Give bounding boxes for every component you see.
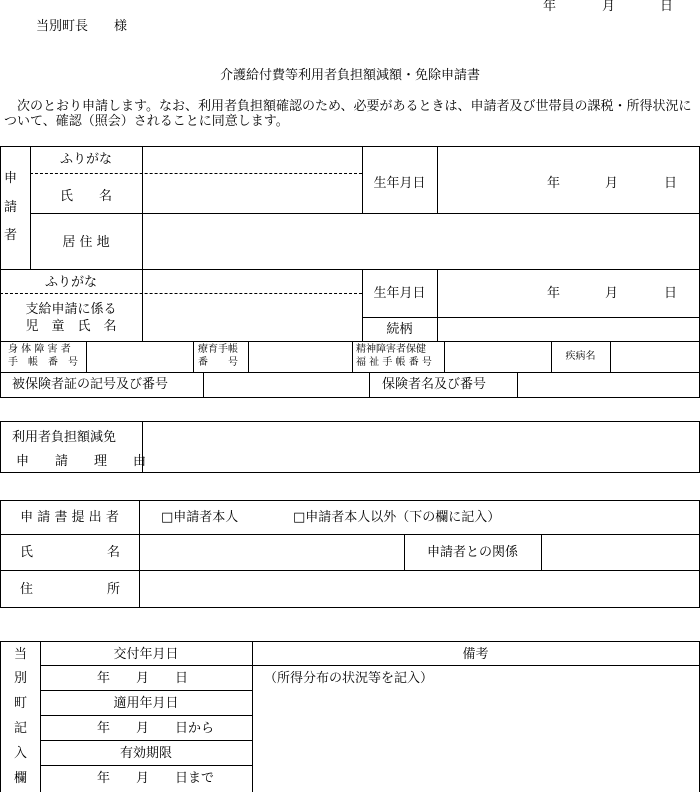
applicant-label-1: 申 [4,171,18,186]
child-relation-field[interactable] [438,318,699,340]
submitter-label: 申 請 書 提 出 者 [20,510,119,525]
reason-label-1: 利用者負担額減免 [12,430,117,445]
intro-paragraph: 次のとおり申請します。なお、利用者負担額確認のため、必要があるときは、申請者及び世帯員の課税・所得状況について、確認（照会）されることに同意します。 [4,99,692,129]
submitter-address-label-b: 所 [107,582,121,597]
applicant-furigana-label: ふりがな [59,152,112,167]
applicant-birth-day: 日 [664,176,678,191]
child-birth-month: 月 [605,286,619,301]
applicant-name-field[interactable] [143,147,361,212]
applicant-address-field[interactable] [143,214,699,268]
disease-label: 疾病名 [565,351,596,362]
applicant-name-label: 氏 名 [59,189,112,204]
mental-notebook-label-1: 精神障害者保健 [356,344,426,355]
remarks-note: （所得分布の状況等を記入） [264,671,434,686]
child-birthdate-field[interactable] [438,270,699,316]
physical-notebook-label-2: 手 帳 番 号 [8,357,78,368]
mental-notebook-field[interactable] [445,342,550,371]
applicant-birthdate-label: 生年月日 [373,176,426,191]
ryoiku-notebook-label-2: 番 号 [198,357,238,368]
applicant-birthdate-field[interactable] [438,147,699,212]
ryoiku-notebook-label-1: 療育手帳 [198,344,238,355]
reason-field[interactable] [143,422,699,471]
office-label-1: 当 [14,647,28,662]
date-day: 日 [660,0,674,14]
submitter-option-self[interactable]: □申請者本人 [161,510,239,525]
reason-label-2: 申 請 理 由 [16,454,147,469]
mental-notebook-label-2: 福 祉 手 帳 番 号 [356,357,432,368]
submitter-address-label-a: 住 [20,582,34,597]
submitter-name-label-a: 氏 [20,545,34,560]
office-label-6: 欄 [14,771,28,786]
child-birth-year: 年 [547,286,561,301]
applicant-birth-month: 月 [605,176,619,191]
issue-date-label: 交付年月日 [113,647,179,662]
insured-number-field[interactable] [204,373,368,396]
submitter-option-other[interactable]: □申請者本人以外（下の欄に記入） [293,510,501,525]
submitter-address-field[interactable] [140,571,699,606]
insurer-number-label: 保険者名及び番号 [382,377,487,392]
office-label-3: 町 [14,696,28,711]
applicant-label-2: 請 [4,200,18,215]
child-birthdate-label: 生年月日 [373,286,426,301]
applicant-label-3: 者 [4,228,18,243]
applicant-birth-year: 年 [547,176,561,191]
office-label-5: 入 [14,746,28,761]
child-relation-label: 続柄 [386,322,413,337]
office-label-4: 記 [14,721,28,736]
child-name-label-1: 支給申請に係る [25,302,117,317]
child-name-field[interactable] [143,270,361,340]
office-label-2: 別 [14,671,28,686]
apply-date-label: 適用年月日 [113,696,179,711]
child-name-label-2: 児 童 氏 名 [25,319,117,334]
expiry-label: 有効期限 [119,746,172,761]
ryoiku-notebook-field[interactable] [249,342,351,371]
child-birth-day: 日 [664,286,678,301]
date-month: 月 [602,0,616,14]
remarks-label: 備考 [462,647,489,662]
submitter-name-field[interactable] [140,535,403,569]
expiry-value[interactable]: 年 月 日まで [97,771,215,786]
issue-date-value[interactable]: 年 月 日 [97,671,189,686]
disease-field[interactable] [611,342,699,371]
addressee: 当別町長 様 [36,19,128,34]
applicant-address-label: 居 住 地 [62,235,110,250]
child-furigana-label: ふりがな [44,275,97,290]
submitter-relation-label: 申請者との関係 [426,545,518,560]
remarks-field[interactable] [253,690,699,791]
apply-date-value[interactable]: 年 月 日から [97,721,215,736]
submitter-name-label-b: 名 [107,545,121,560]
form-title: 介護給付費等利用者負担額減額・免除申請書 [219,68,480,83]
date-year: 年 [543,0,557,14]
insurer-number-field[interactable] [518,373,699,396]
insured-number-label: 被保険者証の記号及び番号 [12,377,169,392]
physical-notebook-label-1: 身 体 障 害 者 [8,344,71,355]
physical-notebook-field[interactable] [87,342,192,371]
submitter-relation-field[interactable] [542,535,699,569]
